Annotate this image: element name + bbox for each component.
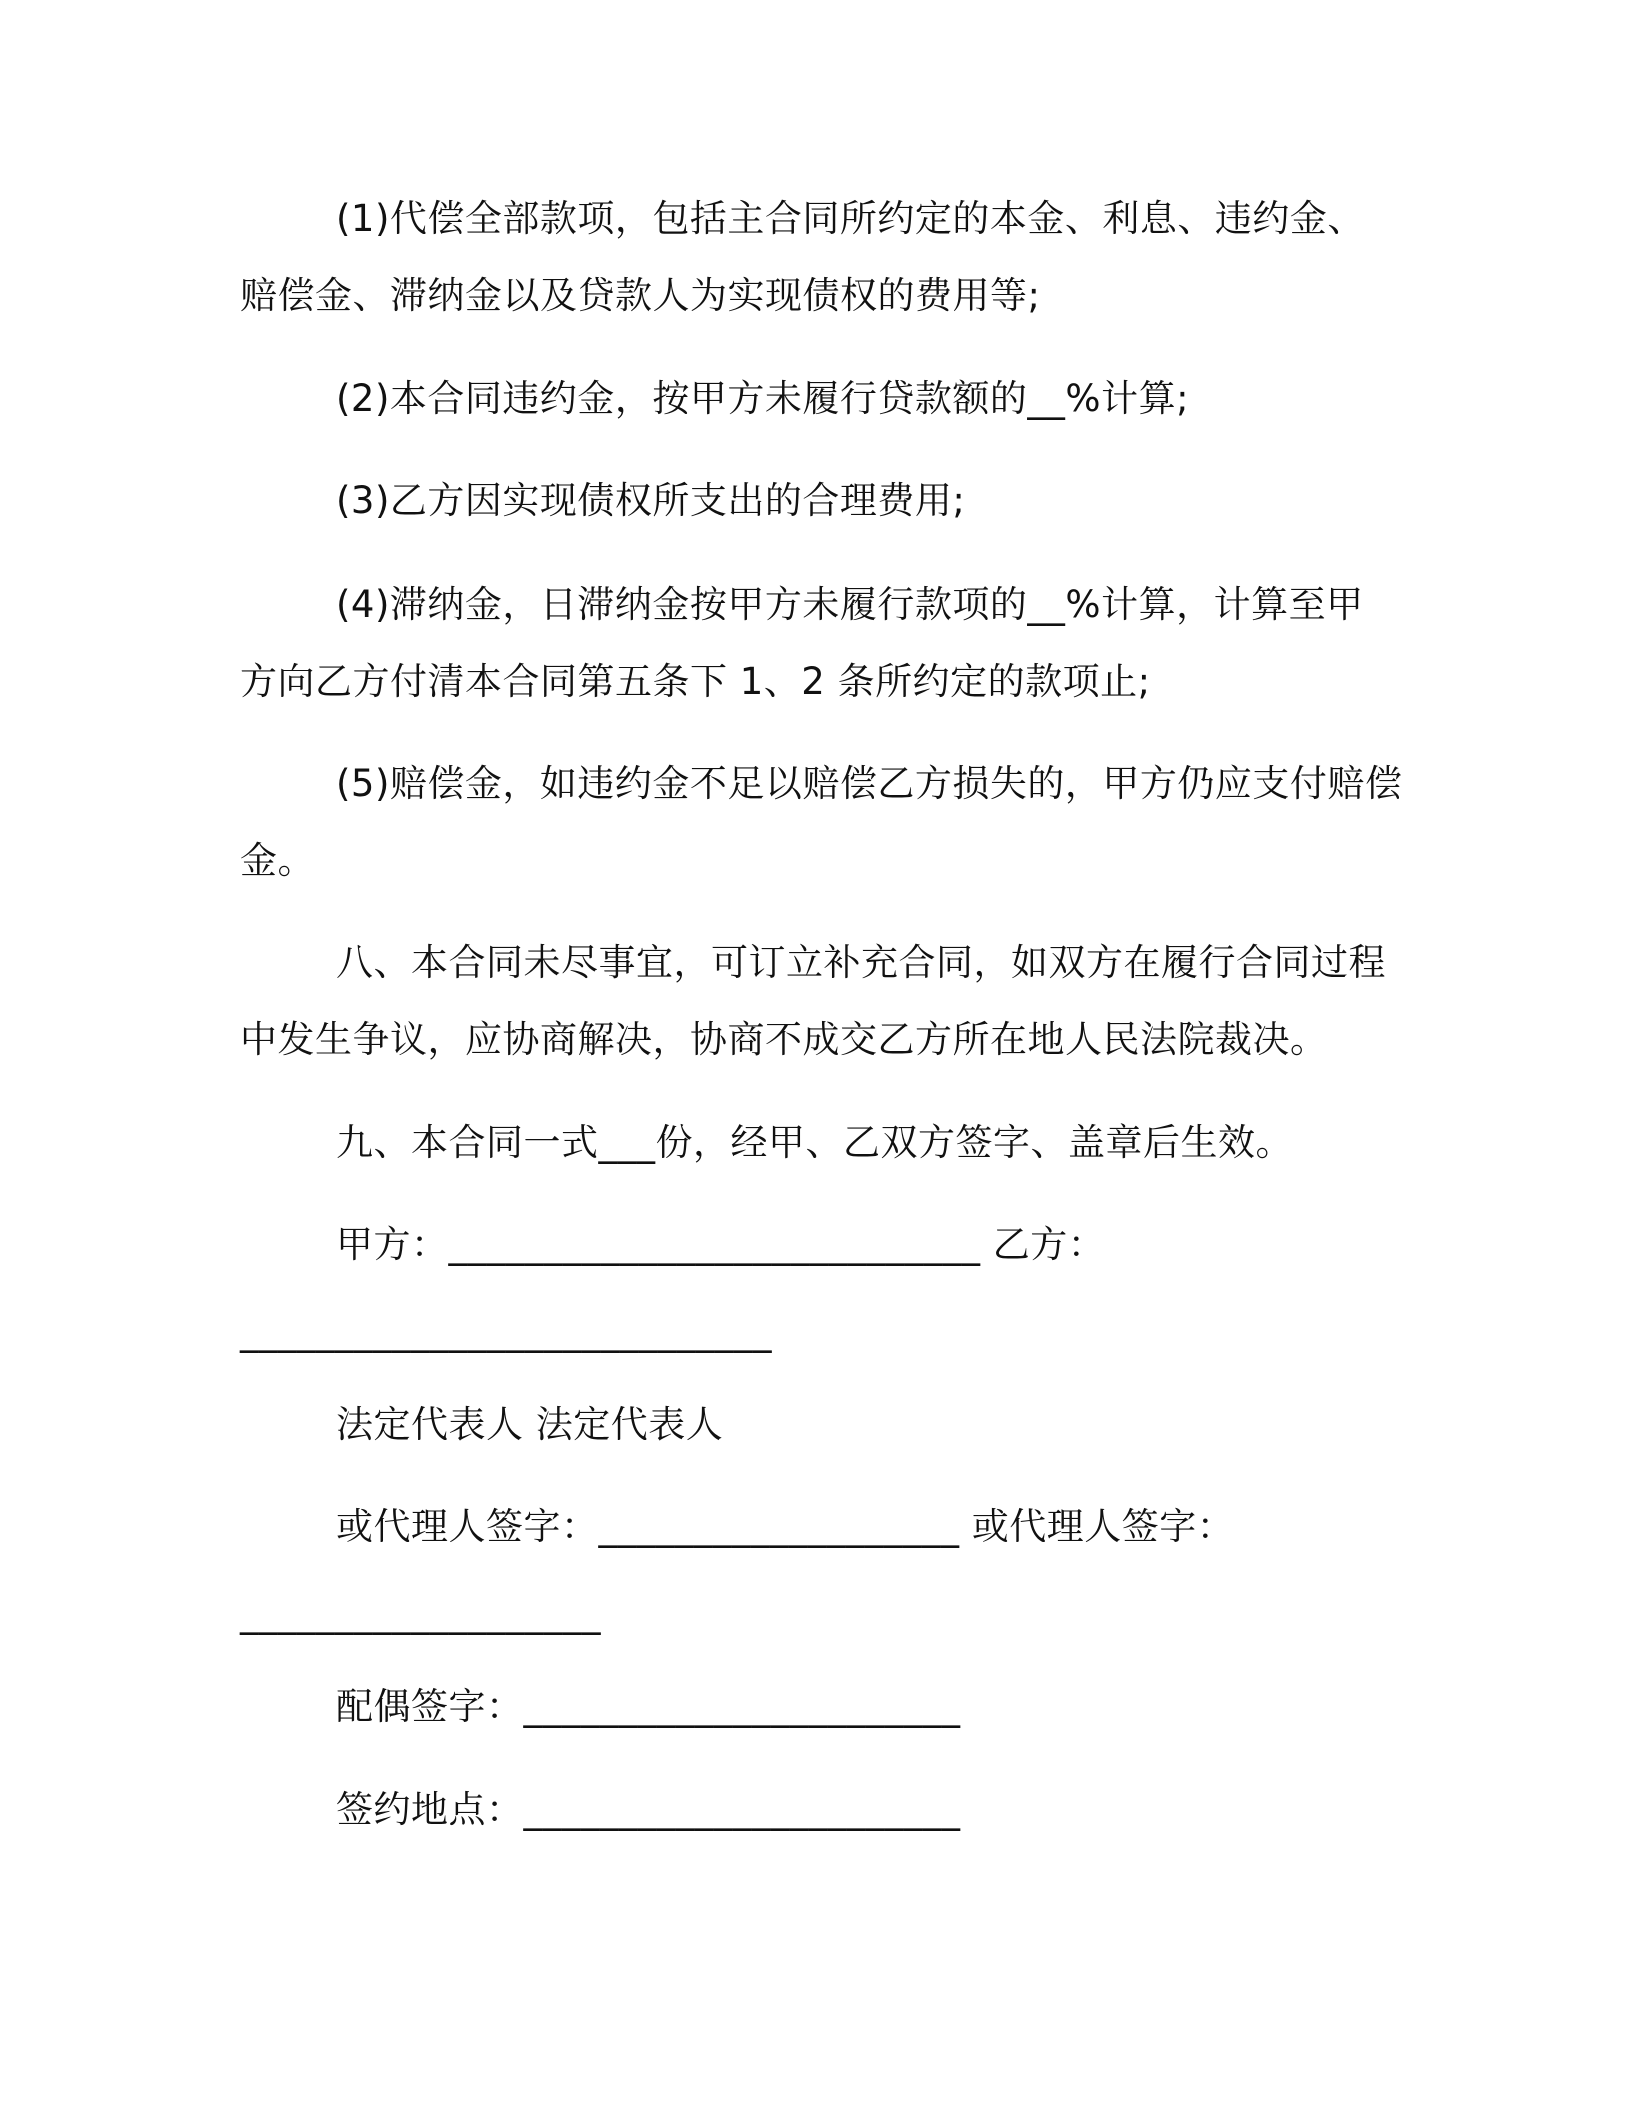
party-signature-line: 甲方：____________________________ 乙方：	[336, 1223, 1106, 1266]
clause-7-2: (2)本合同违约金，按甲方未履行贷款额的__%计算;	[336, 377, 1190, 420]
legal-representative-labels: 法定代表人 法定代表人	[336, 1403, 724, 1446]
clause-7-5-line-2: 金。	[240, 839, 315, 882]
clause-8-line-2: 中发生争议，应协商解决，协商不成交乙方所在地人民法院裁决。	[240, 1018, 1328, 1061]
clause-7-5-line-1: (5)赔偿金，如违约金不足以赔偿乙方损失的，甲方仍应支付赔偿	[336, 762, 1403, 805]
clause-7-4-line-2: 方向乙方付清本合同第五条下 1、2 条所约定的款项止;	[240, 660, 1151, 703]
clause-7-3: (3)乙方因实现债权所支出的合理费用;	[336, 479, 966, 522]
party-b-blank: ____________________________	[240, 1310, 772, 1353]
signing-location-line: 签约地点：_______________________	[336, 1788, 961, 1831]
clause-7-4-line-1: (4)滞纳金，日滞纳金按甲方未履行款项的__%计算，计算至甲	[336, 583, 1364, 626]
clause-8-line-1: 八、本合同未尽事宜，可订立补充合同，如双方在履行合同过程	[336, 941, 1386, 984]
clause-7-1-line-2: 赔偿金、滞纳金以及贷款人为实现债权的费用等;	[240, 274, 1041, 317]
spouse-signature-line: 配偶签字：_______________________	[336, 1685, 961, 1728]
agent-b-blank: ___________________	[240, 1592, 601, 1635]
clause-7-1-line-1: (1)代偿全部款项，包括主合同所约定的本金、利息、违约金、	[336, 197, 1365, 240]
clause-9: 九、本合同一式___份，经甲、乙双方签字、盖章后生效。	[336, 1121, 1293, 1164]
agent-signature-line: 或代理人签字：___________________ 或代理人签字：	[336, 1505, 1235, 1548]
